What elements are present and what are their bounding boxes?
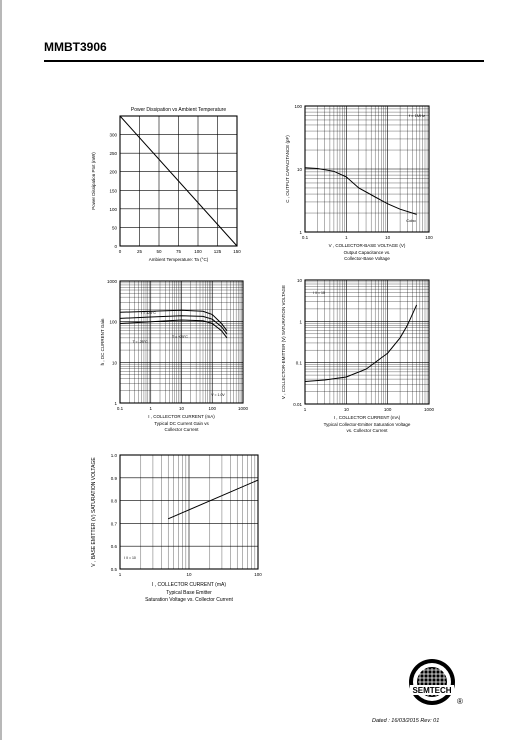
chart-5-annotation: I /I = 10 [124, 556, 136, 560]
logo-text: SEMTECH [412, 686, 452, 695]
y-tick-label: 1.0 [110, 453, 117, 458]
x-tick-label: 1000 [423, 407, 435, 412]
x-tick-label: 0.1 [301, 235, 309, 240]
x-tick-label: 1 [149, 406, 153, 411]
x-tick-label: 10 [343, 407, 349, 412]
chart-2-xlabel: V , COLLECTOR-BASE VOLTAGE (V) [328, 243, 406, 248]
x-tick-label: 100 [208, 406, 217, 411]
y-tick-label: 50 [111, 225, 117, 231]
y-tick-label: 0.9 [110, 475, 117, 481]
x-tick-label: 0.1 [116, 406, 124, 411]
x-tick-label: 100 [425, 235, 433, 240]
y-tick-label: 1000 [106, 279, 117, 284]
y-tick-label: 200 [109, 169, 117, 175]
chart-2 [285, 104, 433, 261]
x-tick-label: 1 [345, 235, 348, 240]
semtech-logo [409, 659, 455, 705]
chart-5-xlabel: I , COLLECTOR CURRENT (mA) [152, 582, 226, 588]
x-tick-label: 10 [186, 572, 192, 577]
chart-5-ylabel: V , BASE EMITTER (V) SATURATION VOLTAGE [91, 457, 97, 567]
chart-2-ylabel: C , OUTPUT CAPACITANCE (pF) [285, 135, 290, 203]
chart-3-annotation: T = 125°C [140, 311, 156, 315]
chart-2-caption-2: Collector-Base Voltage [344, 256, 390, 261]
y-tick-label: 0.1 [295, 360, 302, 366]
chart-2-legend: Cobo [406, 218, 416, 223]
x-tick-label: 10 [385, 235, 391, 240]
y-tick-label: 150 [109, 188, 117, 194]
x-tick-label: 10 [178, 406, 185, 411]
y-tick-label: 0.01 [293, 402, 302, 407]
chart-4-caption-1: Typical Collector-Emitter Saturation Voltage [323, 422, 411, 427]
chart-3-ylabel: h , DC CURRENT Gain [100, 318, 105, 366]
series-line-1 [168, 480, 258, 519]
series-line-1 [305, 168, 417, 215]
chart-3-annotation: V = 1.0V [211, 393, 225, 397]
y-tick-label: 100 [109, 206, 117, 212]
chart-4-caption-2: vs. Collector Current [346, 428, 388, 433]
chart-3-annotation: T = +25°C [172, 335, 188, 339]
chart-1-ylabel: Power Dissipation Ptot (mW) [91, 152, 96, 210]
page-title: MMBT3906 [44, 40, 107, 54]
y-tick-label: 0.7 [110, 521, 117, 527]
y-tick-label: 10 [111, 360, 117, 366]
x-tick-label: 50 [156, 249, 162, 254]
chart-3-annotation: T = -25°C [132, 340, 148, 344]
registered-mark: ® [457, 697, 463, 706]
chart-4 [281, 278, 435, 433]
chart-3-caption-1: Typical DC Current Gain vs [154, 421, 209, 426]
chart-3-caption-2: Collector Current [164, 427, 199, 432]
x-tick-label: 75 [175, 249, 182, 254]
chart-5 [91, 453, 262, 603]
y-tick-label: 0.6 [110, 544, 117, 550]
chart-3 [100, 279, 249, 432]
y-tick-label: 0.8 [110, 498, 117, 504]
y-tick-label: 10 [296, 278, 302, 283]
x-tick-label: 100 [254, 572, 262, 577]
chart-3-xlabel: I , COLLECTOR CURRENT (mA) [148, 414, 215, 419]
y-tick-label: 0 [114, 244, 117, 249]
x-tick-label: 100 [383, 407, 392, 412]
chart-1-xlabel: Ambient Temperature: Ta (°C) [148, 257, 209, 262]
chart-5-caption-2: Saturation Voltage vs. Collector Current [145, 597, 233, 603]
chart-2-annotation: f = 1MHz [408, 113, 426, 118]
y-tick-label: 100 [294, 104, 302, 109]
chart-5-caption-1: Typical Base Emitter [166, 590, 212, 596]
x-tick-label: 25 [136, 249, 143, 254]
y-tick-label: 10 [296, 167, 302, 172]
y-tick-label: 1 [299, 230, 302, 235]
plot-frame [305, 280, 429, 404]
chart-1-title: Power Dissipation vs Ambient Temperature [130, 107, 227, 113]
y-tick-label: 1 [114, 401, 117, 406]
y-tick-label: 100 [109, 319, 117, 325]
y-tick-label: 250 [109, 151, 117, 157]
y-tick-label: 0.5 [110, 567, 117, 572]
chart-2-caption-1: Output Capacitance vs. [343, 250, 391, 255]
x-tick-label: 100 [194, 249, 202, 254]
x-tick-label: 1 [118, 572, 122, 577]
footer-date: Dated : 16/03/2015 Rev: 01 [372, 718, 440, 724]
x-tick-label: 1 [303, 407, 307, 412]
x-tick-label: 125 [213, 249, 222, 254]
chart-1 [91, 107, 241, 262]
chart-4-annotation: I /I = 10 [313, 291, 325, 295]
y-tick-label: 300 [109, 132, 117, 138]
chart-4-xlabel: I , COLLECTOR CURRENT (mA) [333, 415, 401, 420]
x-tick-label: 1000 [237, 406, 249, 411]
x-tick-label: 150 [233, 249, 241, 254]
chart-4-ylabel: V , COLLECTOR-EMITTER (V) SATURATION VOLTAGE [281, 284, 286, 400]
x-tick-label: 0 [118, 249, 122, 254]
series-line-1 [305, 305, 417, 382]
y-tick-label: 1 [299, 319, 302, 325]
